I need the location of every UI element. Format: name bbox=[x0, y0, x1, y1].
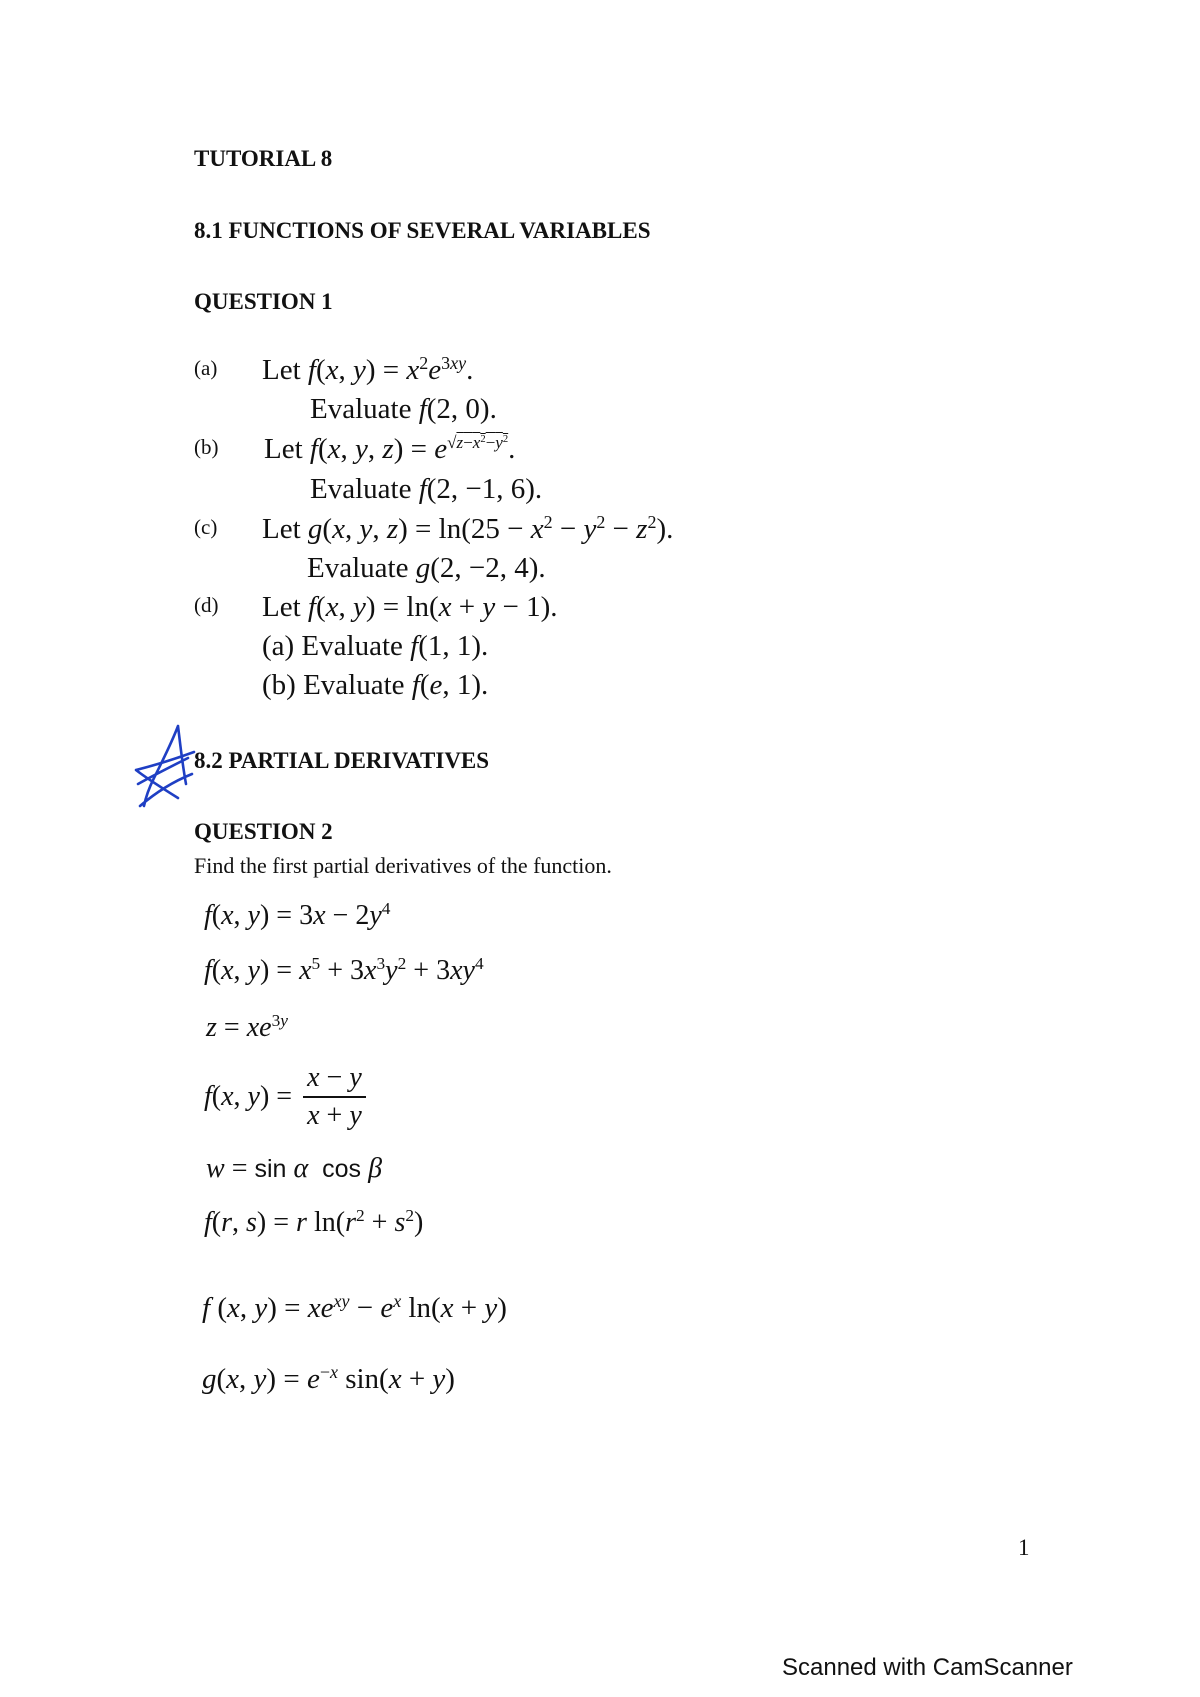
item-c-evaluate: Evaluate g(2, −2, 4). bbox=[307, 552, 546, 584]
item-a-definition: Let f(x, $y) = x^2e^{3xy}$. bbox=[262, 353, 474, 386]
section-heading-8-1: 8.1 FUNCTIONS OF SEVERAL VARIABLES bbox=[194, 218, 651, 243]
function-4: f(x, y) = $\frac{x - y}{x + y}$ bbox=[204, 1062, 366, 1132]
item-a-label: (a) bbox=[194, 356, 218, 380]
item-d-label: (d) bbox=[194, 593, 219, 617]
item-a-evaluate: Evaluate f(2, 0). bbox=[310, 393, 497, 425]
question-1-heading: QUESTION 1 bbox=[194, 289, 333, 314]
question-2-heading: QUESTION 2 bbox=[194, 819, 333, 844]
function-8: g(x, $y) = e^{-x}$ sin(x + y) bbox=[202, 1362, 455, 1395]
item-d-part-b: (b) Evaluate f(e, 1). bbox=[262, 669, 489, 701]
function-2: f(x, $y) = x^5 + 3x^3y^2 + 3xy^4$ bbox=[204, 954, 484, 986]
function-6: f(r, s) = r $\ln(r^2 + s^2)$ bbox=[204, 1206, 424, 1238]
item-d-part-a: (a) Evaluate f(1, 1). bbox=[262, 630, 489, 662]
function-7: f (x, $y) = xe^{xy} - e^x$ ln(x + y) bbox=[202, 1291, 507, 1324]
scanner-watermark: Scanned with CamScanner bbox=[782, 1654, 1073, 1681]
function-1: f(x, $y) = 3x - 2y^4$ bbox=[204, 899, 391, 931]
item-d-definition: Let f(x, y) = ln(x + y − 1). bbox=[262, 591, 558, 623]
function-5: w = sin α cos β bbox=[206, 1153, 383, 1184]
function-3: $z = xe^{3y}$ bbox=[206, 1011, 288, 1043]
page-title: TUTORIAL 8 bbox=[194, 146, 333, 171]
item-b-evaluate: Evaluate f(2, −1, 6). bbox=[310, 473, 543, 505]
section-heading-8-2: 8.2 PARTIAL DERIVATIVES bbox=[194, 748, 490, 773]
handdrawn-star-icon bbox=[132, 722, 202, 810]
question-2-instruction: Find the first partial derivatives of the function. bbox=[194, 853, 612, 878]
item-b-label: (b) bbox=[194, 435, 219, 459]
item-c-definition: Let g(x, y, $z) = \ln(25 - x^2 - y^2 - z^2)$. bbox=[262, 512, 674, 545]
item-c-label: (c) bbox=[194, 515, 218, 539]
page-number: 1 bbox=[1018, 1535, 1030, 1560]
item-b-definition: Let f(x, y, $z) = e^{√z-x^2-y^2}$. bbox=[264, 433, 516, 465]
